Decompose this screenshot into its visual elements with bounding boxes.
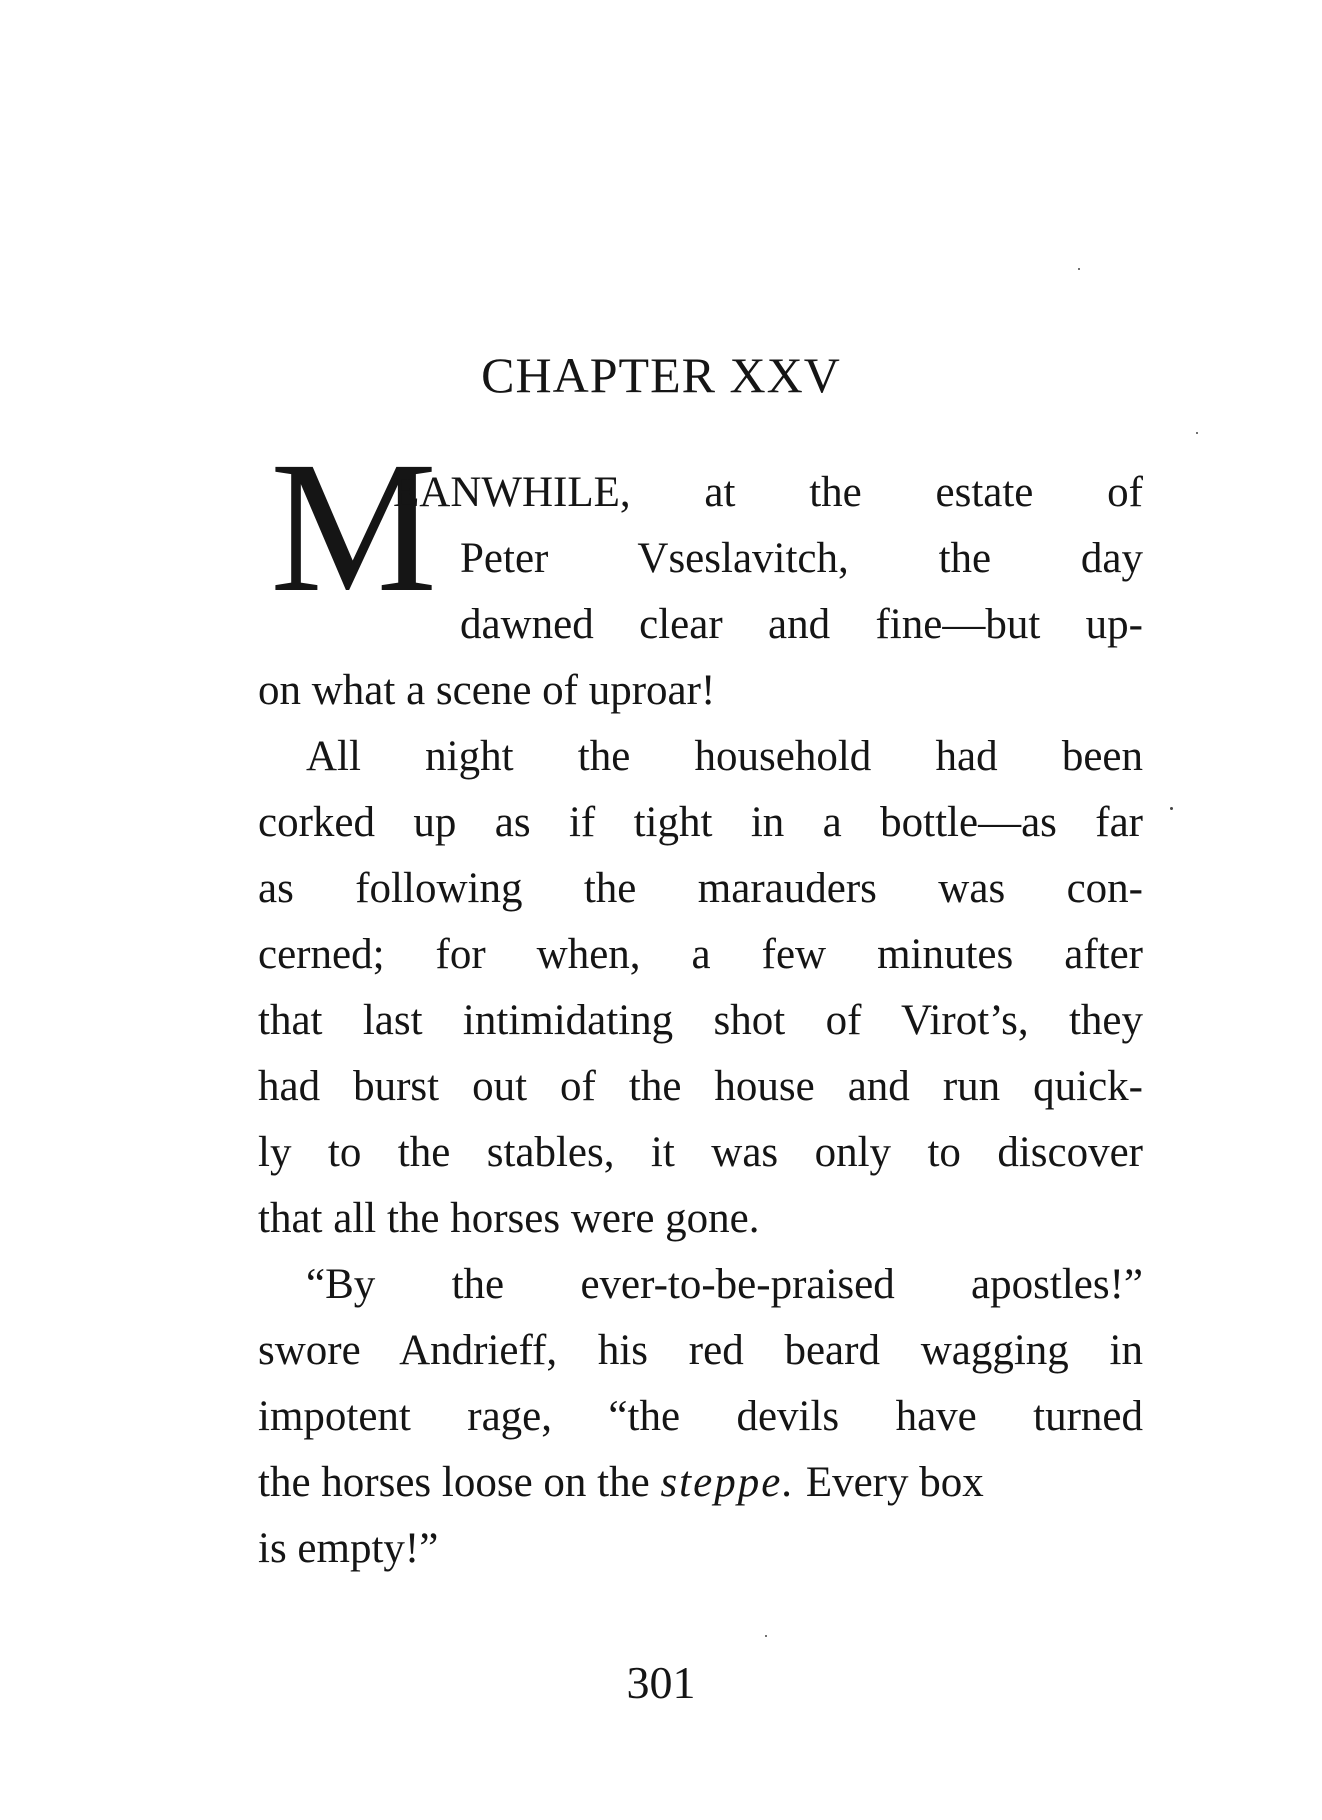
chapter-title: CHAPTER XXV <box>481 347 841 403</box>
p1-line-1: EANWHILE, at the estate of <box>393 469 1143 516</box>
p2-line-2: corked up as if tight in a bottle—as far <box>258 799 1143 846</box>
p3-line-3: impotent rage, “the devils have turned <box>258 1393 1143 1440</box>
p2-line-3: as following the marauders was con- <box>258 865 1143 912</box>
page-number: 301 <box>626 1657 696 1708</box>
p3-line-4-italic: steppe. <box>660 1459 796 1506</box>
p3-line-4 <box>258 1450 1143 1516</box>
p2-line-4: cerned; for when, a few minutes after <box>258 931 1143 978</box>
p1-line-3: dawned clear and fine—but up- <box>460 601 1143 648</box>
p1-line-2: Peter Vseslavitch, the day <box>460 535 1143 582</box>
scan-speck <box>1196 432 1198 434</box>
p2-line-5: that last intimidating shot of Virot’s, they <box>258 997 1143 1044</box>
p3-line-5: is empty!” <box>258 1525 439 1572</box>
scan-speck <box>1170 807 1173 810</box>
p2-line-7: ly to the stables, it was only to discover <box>258 1129 1143 1176</box>
p1-line-4: on what a scene of uproar! <box>258 667 716 714</box>
scan-speck <box>1078 268 1080 270</box>
p3-line-4-before: the horses loose on the <box>258 1459 661 1506</box>
p3-line-4-after: Every box <box>795 1459 984 1506</box>
p2-line-1: All night the household had been <box>306 733 1143 780</box>
drop-cap-letter: M <box>270 422 438 631</box>
scan-speck <box>765 1635 767 1637</box>
p3-line-1: “By the ever-to-be-praised apostles!” <box>306 1261 1143 1308</box>
p2-line-6: had burst out of the house and run quick- <box>258 1063 1143 1110</box>
p2-line-8: that all the horses were gone. <box>258 1195 760 1242</box>
p3-line-2: swore Andrieff, his red beard wagging in <box>258 1327 1143 1374</box>
